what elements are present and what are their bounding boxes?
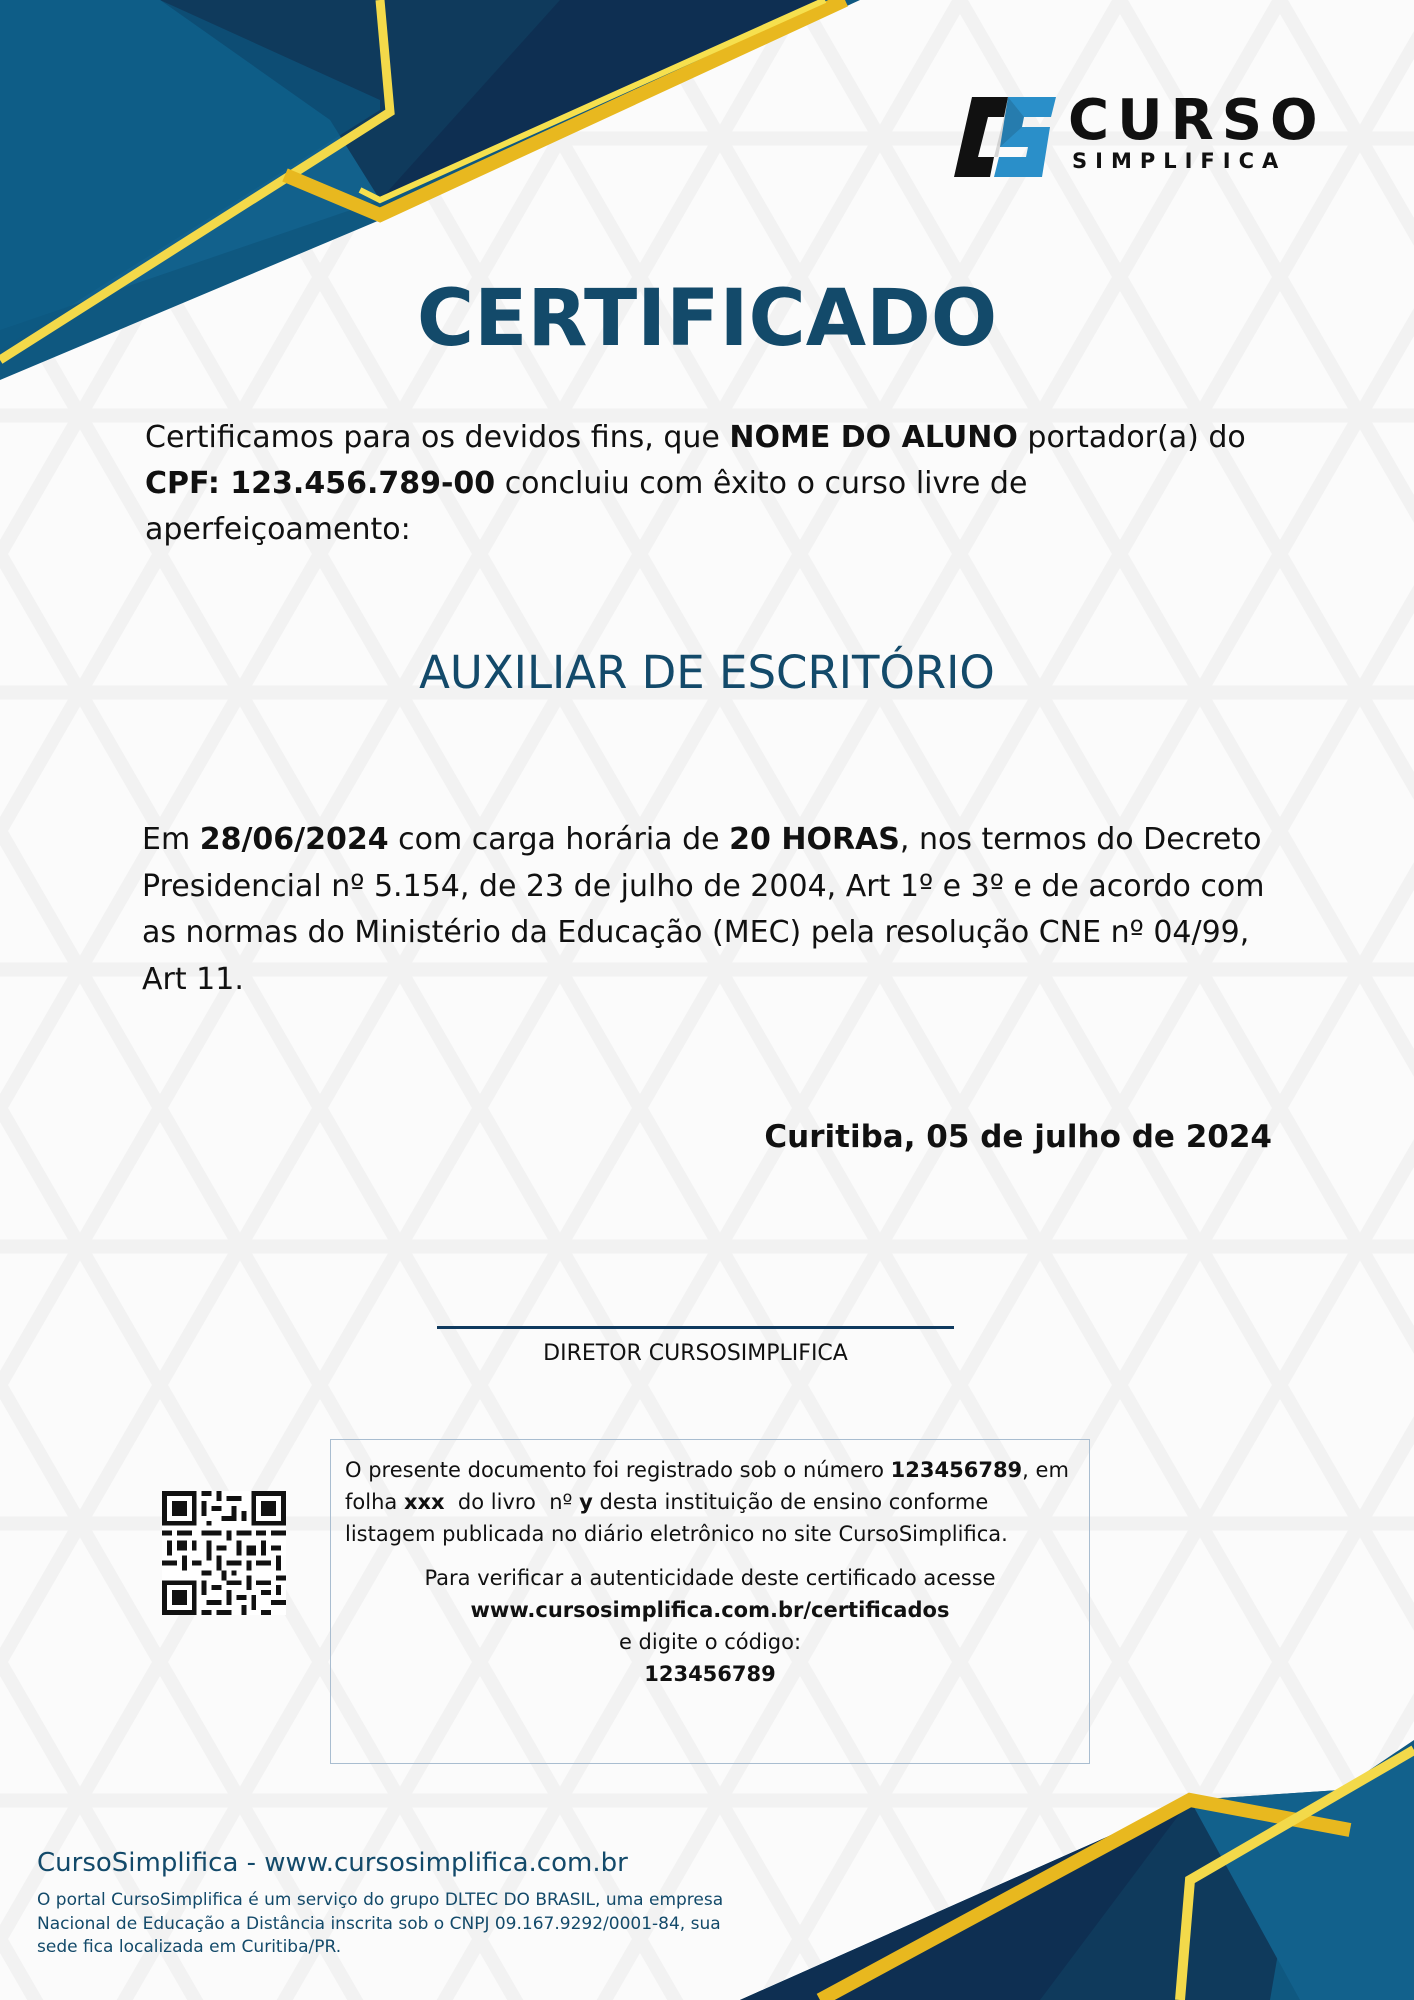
footer-text: O portal CursoSimplifica é um serviço do grupo DLTEC DO BRASIL, uma empresa Nacional de Educação a Distância inscrita sob o CNPJ 09.167.9292/0001-84, sua sede fica localizada em Curitiba/PR. — [37, 1890, 724, 1957]
registration-number: 123456789 — [890, 1458, 1023, 1482]
signature-line — [437, 1326, 954, 1329]
logo-subtitle: SIMPLIFICA — [1072, 149, 1287, 173]
verify-code-label: e digite o código: — [618, 1630, 802, 1654]
certificate-title: CERTIFICADO — [416, 274, 998, 364]
registration-box — [330, 1439, 1090, 1764]
completion-date: 28/06/2024 — [199, 822, 389, 857]
registration-text: desta instituição de ensino conforme listagem publicada no diário eletrônico no site CursoSimplifica. — [345, 1490, 1008, 1546]
verify-text: Para verificar a autenticidade deste certificado acesse — [424, 1566, 996, 1590]
registration-text: O presente documento foi registrado sob o número — [345, 1458, 891, 1482]
student-name: NOME DO ALUNO — [729, 420, 1018, 455]
brand-logo — [950, 88, 1326, 180]
registration-statement — [345, 1454, 1075, 1550]
logo-wordmark: CURSO — [1068, 88, 1326, 153]
intro-text: concluiu com êxito o curso livre de aperfeiçoamento: — [145, 466, 1028, 547]
intro-text: Certificamos para os devidos fins, que — [145, 420, 730, 455]
registration-text: do livro nº — [444, 1490, 580, 1514]
certificate-body — [142, 817, 1302, 1003]
footer-title: CursoSimplifica - www.cursosimplifica.com.br — [37, 1848, 628, 1878]
qr-code-icon — [162, 1491, 286, 1615]
signature-label: DIRETOR CURSOSIMPLIFICA — [543, 1341, 848, 1366]
registration-text: , em folha — [345, 1458, 1069, 1514]
verify-code: 123456789 — [644, 1662, 776, 1686]
student-cpf: CPF: 123.456.789-00 — [145, 466, 496, 501]
verification-block — [345, 1562, 1075, 1690]
registration-folha: xxx — [403, 1490, 445, 1514]
registration-livro: y — [579, 1490, 593, 1514]
course-hours: 20 HORAS — [729, 822, 900, 857]
place-date: Curitiba, 05 de julho de 2024 — [764, 1119, 1272, 1155]
intro-text: portador(a) do — [1017, 420, 1246, 455]
body-text: , nos termos do Decreto Presidencial nº 5.154, de 23 de julho de 2004, Art 1º e 3º e de acordo com as normas do Ministério da Educação (MEC) pela resolução CNE nº 04/99, Art 11. — [142, 822, 1265, 997]
corner-decoration-bottom — [740, 1730, 1414, 2000]
body-text: com carga horária de — [388, 822, 730, 857]
body-text: Em — [142, 822, 200, 857]
certificate-intro — [145, 415, 1295, 553]
course-name: AUXILIAR DE ESCRITÓRIO — [419, 646, 995, 699]
verify-url-link[interactable]: www.cursosimplifica.com.br/certificados — [470, 1598, 950, 1622]
cs-logo-icon — [950, 95, 1060, 179]
